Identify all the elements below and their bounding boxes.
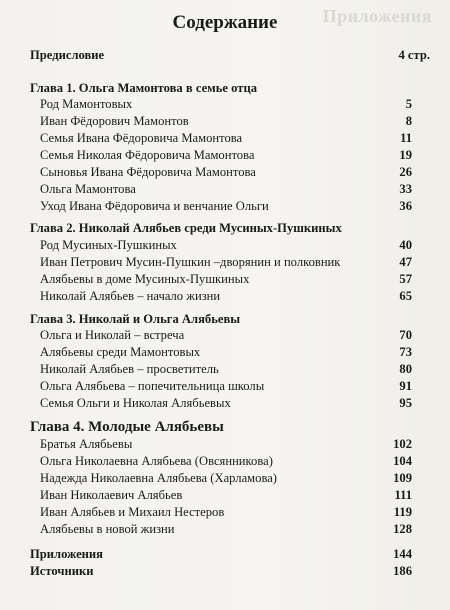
toc-entry-page: 57: [399, 272, 412, 286]
toc-entry: [0, 253, 450, 271]
toc-entry-page: 80: [399, 362, 412, 376]
toc-entry: [0, 163, 450, 181]
toc-entry-label: Алябьевы среди Мамонтовых: [40, 345, 201, 359]
toc-entry: [0, 394, 450, 412]
toc-entry: [0, 197, 450, 215]
toc-entry: [0, 377, 450, 395]
toc-appendix: [0, 545, 450, 563]
toc-entry-page: 111: [394, 488, 412, 502]
toc-entry: [0, 129, 450, 147]
toc-entry: [0, 469, 450, 487]
toc-entry-label: Братья Алябьевы: [40, 437, 133, 451]
toc-entry-page: 104: [393, 454, 412, 468]
chapter-4-title: Глава 4. Молодые Алябьевы: [30, 419, 224, 435]
toc-entry-label: Иван Николаевич Алябьев: [40, 488, 183, 502]
chapter-2-heading: [0, 219, 450, 237]
toc-entry-label: Надежда Николаевна Алябьева (Харламова): [40, 471, 278, 485]
toc-entry-label: Алябьевы в доме Мусиных-Пушкиных: [40, 272, 250, 286]
toc-entry-label: Род Мусиных-Пушкиных: [40, 238, 177, 252]
toc-entry: [0, 180, 450, 198]
toc-entry-page: 95: [399, 396, 412, 410]
toc-entry-page: 128: [393, 522, 412, 536]
chapter-1-title: Глава 1. Ольга Мамонтова в семье отца: [30, 81, 258, 95]
toc-entry-label: Иван Алябьев и Михаил Нестеров: [40, 505, 225, 519]
toc-sources: [0, 562, 450, 580]
toc-entry-label: Иван Петрович Мусин-Пушкин –дворянин и полковник: [40, 255, 341, 269]
toc-preface-label: Предисловие: [30, 48, 105, 62]
toc-preface: [0, 46, 450, 64]
toc-entry-page: 11: [400, 131, 412, 145]
toc-entry-label: Род Мамонтовых: [40, 97, 133, 111]
toc-entry: [0, 270, 450, 288]
toc-entry-page: 73: [399, 345, 412, 359]
toc-appendix-page: 144: [393, 547, 412, 561]
toc-entry-label: Ольга и Николай – встреча: [40, 328, 185, 342]
toc-entry-label: Алябьевы в новой жизни: [40, 522, 175, 536]
toc-entry: [0, 146, 450, 164]
toc-entry: [0, 95, 450, 113]
toc-entry-page: 26: [399, 165, 412, 179]
toc-entry-label: Семья Ивана Фёдоровича Мамонтова: [40, 131, 243, 145]
toc-entry-label: Николай Алябьев – просветитель: [40, 362, 219, 376]
toc-entry-label: Ольга Алябьева – попечительница школы: [40, 379, 265, 393]
toc-entry-page: 19: [399, 148, 412, 162]
toc-entry-label: Уход Ивана Фёдоровича и венчание Ольги: [40, 199, 269, 213]
page-title: Содержание: [172, 12, 278, 33]
toc-entry-label: Сыновья Ивана Фёдоровича Мамонтова: [40, 165, 256, 179]
toc-entry: [0, 435, 450, 453]
toc-sources-page: 186: [393, 564, 412, 578]
toc-entry-label: Семья Николая Фёдоровича Мамонтова: [40, 148, 255, 162]
toc-entry: [0, 520, 450, 538]
bleed-through-text: Приложения: [322, 6, 432, 26]
toc-preface-page: 4 стр.: [398, 48, 430, 62]
toc-entry: [0, 486, 450, 504]
toc-entry-page: 91: [399, 379, 412, 393]
toc-entry: [0, 452, 450, 470]
chapter-2-title: Глава 2. Николай Алябьев среди Мусиных-Пушкиных: [30, 221, 342, 235]
toc-entry-label: Ольга Мамонтова: [40, 182, 136, 196]
toc-entry-label: Иван Фёдорович Мамонтов: [40, 114, 189, 128]
toc-entry-page: 109: [393, 471, 412, 485]
toc-entry: [0, 236, 450, 254]
chapter-3-title: Глава 3. Николай и Ольга Алябьевы: [30, 312, 241, 326]
toc-entry-page: 65: [399, 289, 412, 303]
toc-entry-page: 119: [393, 505, 412, 519]
toc-entry-page: 8: [405, 114, 412, 128]
chapter-4-heading: [0, 418, 450, 436]
toc-entry-page: 40: [399, 238, 412, 252]
toc-sources-label: Источники: [30, 564, 94, 578]
toc-entry-page: 5: [405, 97, 412, 111]
toc-entry: [0, 503, 450, 521]
toc-entry-page: 102: [393, 437, 412, 451]
toc-entry: [0, 343, 450, 361]
toc-entry-page: 70: [399, 328, 412, 342]
toc-entry-page: 47: [399, 255, 412, 269]
toc-entry-label: Ольга Николаевна Алябьева (Овсянникова): [40, 454, 273, 468]
toc-entry-label: Николай Алябьев – начало жизни: [40, 289, 221, 303]
toc-appendix-label: Приложения: [30, 547, 103, 561]
toc-entry-page: 36: [399, 199, 412, 213]
toc-entry: [0, 112, 450, 130]
toc-entry: [0, 287, 450, 305]
toc-entry-label: Семья Ольги и Николая Алябьевых: [40, 396, 231, 410]
toc-entry: [0, 360, 450, 378]
toc-entry: [0, 326, 450, 344]
toc-entry-page: 33: [399, 182, 412, 196]
